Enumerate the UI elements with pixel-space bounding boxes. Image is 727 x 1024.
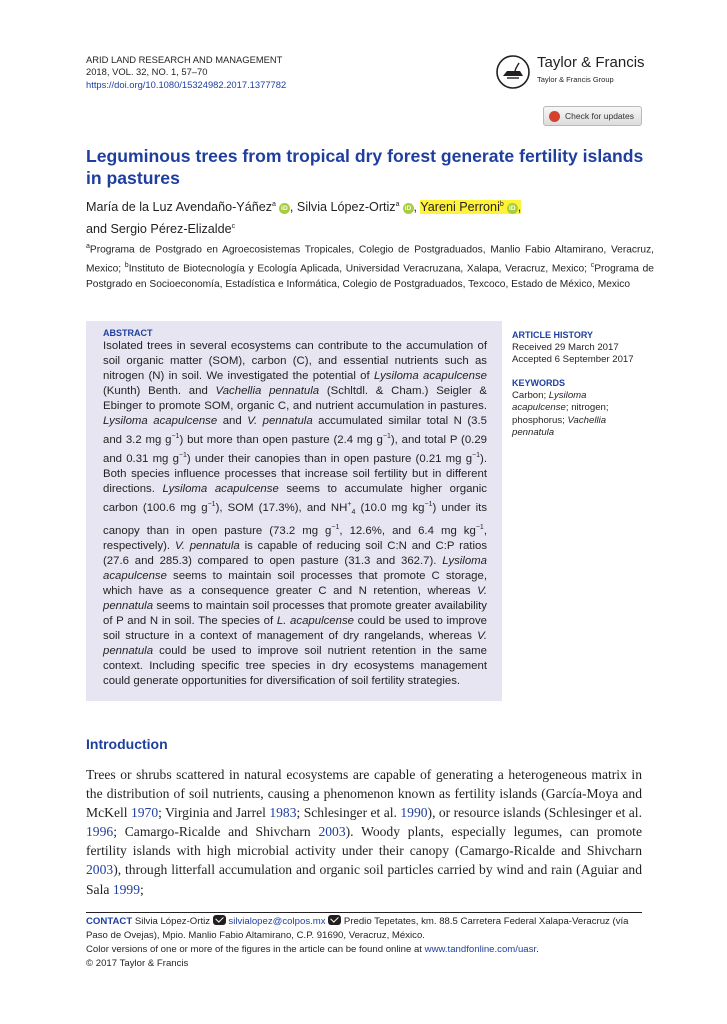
text-run: accumulated similar total N (3.5 and 3.2 mg g <box>103 415 487 447</box>
author-name: Yareni Perroni <box>420 200 500 215</box>
citation-link[interactable]: 2003 <box>318 824 346 840</box>
text-run: and <box>217 415 248 428</box>
superscript: −1 <box>171 433 180 441</box>
text-run: Isolated trees in several ecosystems can contribute to the accumulation of soil organic matter (SOM), carbon (C), and essential nutrients such as nitrogen (N) in soil. We investigated the potential of <box>103 340 487 383</box>
species-name: Vachellia pennatula <box>215 385 320 398</box>
citation-link[interactable]: 1983 <box>269 805 297 821</box>
journal-name: ARID LAND RESEARCH AND MANAGEMENT <box>86 54 283 65</box>
introduction-heading: Introduction <box>86 736 168 752</box>
text-run: seems to maintain soil processes that promote C storage, which have as a consequence greater C and N retention, whereas <box>103 570 487 598</box>
text-run: (Schltdl. & Cham.) Seigler & Ebinger to promote SOM, organic C, and nutrient accumulation in pastures. <box>103 385 487 413</box>
citation-link[interactable]: 1990 <box>400 805 428 821</box>
species-name: Lysiloma acapulcense <box>103 555 487 583</box>
affiliations <box>86 239 654 292</box>
contact-address: Predio Tepetates, km. 88.5 Carretera Federal Xalapa-Veracruz (vía Paso de Ovejas), Mpio. Manlio Fabio Altamirano, C.P. 91690, Veracruz, México. <box>86 916 629 942</box>
publisher-group: Taylor & Francis Group <box>537 75 614 84</box>
author-affiliation-mark: c <box>231 223 236 231</box>
mail-icon <box>328 915 341 925</box>
keywords-heading: KEYWORDS <box>512 378 566 388</box>
text-run: ) under its canopy than in open pasture (73.2 mg g <box>103 501 488 537</box>
affiliation-mark: a <box>86 243 90 250</box>
publisher-logo[interactable] <box>495 54 665 94</box>
check-updates-button[interactable] <box>543 106 642 126</box>
text-run: ; Schlesinger et al. <box>296 805 401 821</box>
species-name: V. pennatula <box>247 415 313 428</box>
highlighted-author <box>420 200 521 214</box>
superscript: −1 <box>382 433 391 441</box>
species-name: Vachellia pennatula <box>512 414 607 438</box>
text-run: ), and total P (0.29 and 0.31 mg g <box>103 434 488 465</box>
citation-link[interactable]: 1970 <box>130 805 159 821</box>
text-run: ; Virginia and Jarrel <box>158 805 270 821</box>
color-note-link[interactable]: www.tandfonline.com/uasr <box>424 944 537 956</box>
text-run: Trees or shrubs scattered in natural ecosystems are capable of generating a heterogeneous matrix in the distribution of soil nutrients, causing a phenomenon known as fertility islands (García-Moya and McKell <box>86 767 642 821</box>
introduction-text <box>86 765 642 899</box>
text-run: ), through litterfall accumulation and organic soil particles carried by wind and rain (Aguiar and Sala <box>86 862 642 897</box>
contact-block <box>86 915 646 943</box>
abstract-heading: ABSTRACT <box>103 328 153 338</box>
superscript: −1 <box>424 501 433 509</box>
mail-icon <box>213 915 226 925</box>
copyright: © 2017 Taylor & Francis <box>86 958 189 970</box>
color-note-text: Color versions of one or more of the figures in the article can be found online at <box>86 944 425 956</box>
text-run: could be used to improve soil nutrient retention in the same context. Including specific tree species in dry ecosystems management could generate opportunities for diversification of soil fertility strategies. <box>103 645 487 688</box>
contact-name: Silvia López-Ortiz <box>134 916 211 927</box>
footer-divider <box>86 912 642 913</box>
author-separator: , <box>289 200 297 215</box>
superscript: + <box>347 501 352 509</box>
species-name: V. pennatula <box>174 540 240 553</box>
species-name: Lysiloma acapulcense <box>373 370 487 383</box>
text-run: Carbon; <box>512 389 549 401</box>
species-name: Lysiloma acapulcense <box>162 483 279 496</box>
citation-link[interactable]: 1999 <box>112 881 140 897</box>
species-name: V. pennatula <box>103 585 487 613</box>
text-run: ). Woody plants, especially legumes, can promote fertility islands with high microbial activity under their canopy (Camargo-Ricalde and Shivcharn <box>86 824 642 859</box>
affiliation-text: Programa de Postgrado en Agroecosistemas Tropicales, Colegio de Postgraduados, Manlio Fabio Altamirano, Veracruz, Mexico; <box>86 244 654 275</box>
superscript: −1 <box>207 501 216 509</box>
contact-label: CONTACT <box>86 916 133 927</box>
journal-info <box>86 54 286 91</box>
affiliation-text: Instituto de Biotecnología y Ecología Aplicada, Universidad Veracruzana, Xalapa, Veracruz, Mexico; <box>128 263 591 275</box>
color-note-end: . <box>536 944 539 956</box>
publisher-lamp-icon <box>495 54 531 90</box>
author-affiliation-mark: b <box>499 201 504 208</box>
contact-footer <box>86 915 646 971</box>
text-run: , respectively). <box>103 524 487 553</box>
affiliation-text: Programa de Postgrado en Socioeconomía, Estadística e Informática, Colegio de Postgraduados, Texcoco, Estado de México, Mexico <box>86 263 654 290</box>
superscript: −1 <box>178 452 187 460</box>
text-run: ), or resource islands (Schlesinger et al. <box>427 805 642 821</box>
article-history-heading: ARTICLE HISTORY <box>512 330 594 340</box>
text-run: ; Camargo-Ricalde and Shivcharn <box>113 824 319 840</box>
orcid-icon[interactable]: iD <box>403 203 414 214</box>
species-name: L. acapulcense <box>276 615 354 628</box>
orcid-icon[interactable]: iD <box>507 203 518 214</box>
received-date: Received 29 March 2017 <box>512 341 619 353</box>
text-run: ; nitrogen; phosphorus; <box>512 402 609 426</box>
species-name: Lysiloma acapulcense <box>103 415 218 428</box>
abstract-text <box>103 339 487 690</box>
text-run: seems to accumulate higher organic carbon (100.6 mg g <box>103 483 487 514</box>
publisher-name: Taylor & Francis <box>537 54 645 71</box>
text-run: ) under their canopies than in open pasture (0.21 mg g <box>186 452 473 465</box>
keywords <box>512 377 622 440</box>
citation-link[interactable]: 1996 <box>86 824 114 840</box>
author-name: Sergio Pérez-Elizalde <box>110 222 232 237</box>
contact-email-link[interactable]: silvialopez@colpos.mx <box>228 916 326 927</box>
journal-volume: 2018, VOL. 32, NO. 1, 57–70 <box>86 66 208 78</box>
article-title: Leguminous trees from tropical dry forest generate fertility islands in pastures <box>86 146 644 188</box>
text-run: is capable of reducing soil C:N and C:P ratios (27.6 and 285.3) compared to open pasture (31.3 and 362.7). <box>103 540 488 568</box>
text-run: , 12.6%, and 6.4 mg kg <box>339 524 476 537</box>
author-affiliation-mark: a <box>395 201 400 208</box>
text-run: (Kunth) Benth. and <box>103 385 216 398</box>
author-separator: , <box>413 200 421 215</box>
superscript: −1 <box>331 524 340 532</box>
text-run: ; <box>140 881 144 897</box>
subscript: 4 <box>351 509 356 517</box>
text-run: ) but more than open pasture (2.4 mg g <box>179 434 383 447</box>
affiliation-mark: b <box>124 261 129 269</box>
keywords-list <box>512 390 622 440</box>
author-separator: , <box>517 200 522 215</box>
author-name: María de la Luz Avendaño-Yáñez <box>86 200 273 215</box>
check-updates-icon <box>549 111 560 122</box>
affiliation-mark: c <box>590 261 595 269</box>
superscript: −1 <box>475 524 484 532</box>
text-run: ). Both species influence processes that increase soil fertility but in different directions. <box>103 452 487 496</box>
species-name: Lysiloma acapulcense <box>512 389 587 413</box>
text-run: (10.0 mg kg <box>355 501 425 514</box>
color-note <box>86 943 646 957</box>
accepted-date: Accepted 6 September 2017 <box>512 354 634 365</box>
doi-link[interactable]: https://doi.org/10.1080/15324982.2017.1377782 <box>86 78 287 90</box>
author-list <box>86 195 666 239</box>
species-name: V. pennatula <box>103 630 487 658</box>
text-run: ), SOM (17.3%), and NH <box>215 501 348 514</box>
author-and: and <box>86 222 111 237</box>
article-history <box>512 329 652 367</box>
superscript: −1 <box>472 452 481 460</box>
check-updates-label: Check for updates <box>565 111 634 121</box>
orcid-icon[interactable]: iD <box>279 203 290 214</box>
author-affiliation-mark: a <box>272 201 276 208</box>
author-name: Silvia López-Ortiz <box>296 200 396 215</box>
text-run: seems to maintain soil processes that promote greater availability of P and N in soil. The species of <box>103 600 487 628</box>
text-run: could be used to improve soil structure in a context of management of dry rangelands, whereas <box>103 615 487 643</box>
citation-link[interactable]: 2003 <box>86 862 114 878</box>
